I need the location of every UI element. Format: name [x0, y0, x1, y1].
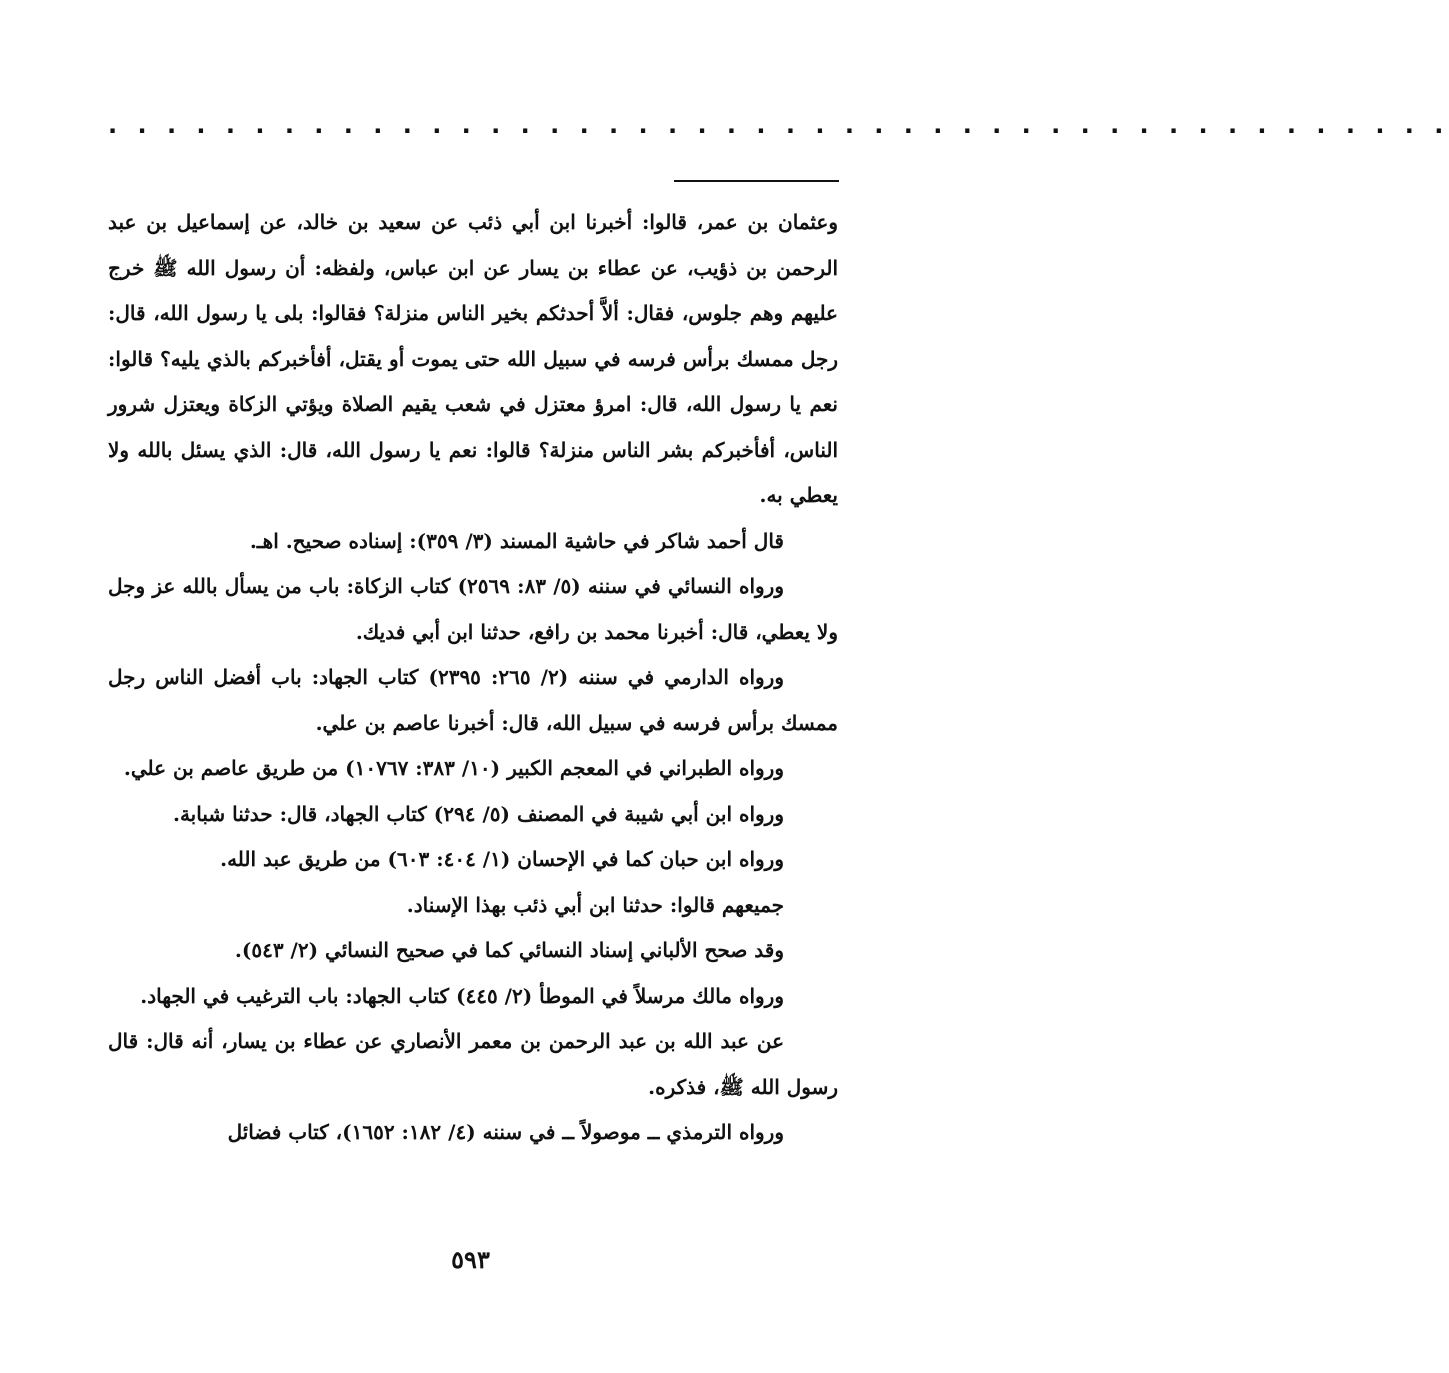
separator-dots: . . . . . . . . . . . . . . . . . . . . . . . . . . . . . . . . . . . . . . . . . . . . . .: [108, 111, 1449, 139]
paragraph: ورواه الطبراني في المعجم الكبير (١٠/ ٣٨٣: ١٠٧٦٧) من طريق عاصم بن علي.: [123, 756, 784, 780]
paragraph: جميعهم قالوا: حدثنا ابن أبي ذئب بهذا الإسناد.: [406, 892, 784, 917]
page-number: ٥٩٣: [451, 1245, 490, 1274]
footnote-rule: [674, 180, 839, 182]
paragraph: وعثمان بن عمر، قالوا: أخبرنا ابن أبي ذئب عن سعيد بن خالد، عن إسماعيل بن عبد الرحمن بن ذؤيب، عن عطاء بن يسار عن ابن عباس، ولفظه: أن رسول الله ﷺ خرج عليهم وهم جلوس، فقال: ألاَّ أحدثكم بخير الناس منزلة؟ فقالوا: بلى يا رسول الله، قال: رجل ممسك برأس فرسه في سبيل الله حتى يموت أو يقتل، أفأخبركم بالذي يليه؟ قالوا: نعم يا رسول الله، قال: امرؤ معتزل في شعب يقيم الصلاة ويؤتي الزكاة ويعتزل شرور الناس، أفأخبركم بشر الناس منزلة؟ قالوا: نعم يا رسول الله، قال: الذي يسئل بالله ولا يعطي به.: [108, 210, 838, 507]
paragraph: عن عبد الله بن عبد الرحمن بن معمر الأنصاري عن عطاء بن يسار، أنه قال: قال رسول الله ﷺ، فذكره.: [108, 1029, 838, 1099]
paragraph: وقد صحح الألباني إسناد النسائي كما في صحيح النسائي (٢/ ٥٤٣).: [234, 938, 784, 962]
paragraph: ورواه الدارمي في سننه (٢/ ٢٦٥: ٢٣٩٥) كتاب الجهاد: باب أفضل الناس رجل ممسك برأس فرسه في سبيل الله، قال: أخبرنا عاصم بن علي.: [108, 665, 838, 735]
paragraph: ورواه النسائي في سننه (٥/ ٨٣: ٢٥٦٩) كتاب الزكاة: باب من يسأل بالله عز وجل ولا يعطي، قال: أخبرنا محمد بن رافع، حدثنا ابن أبي فديك.: [108, 574, 838, 644]
paragraph: ورواه ابن حبان كما في الإحسان (١/ ٤٠٤: ٦٠٣) من طريق عبد الله.: [220, 847, 784, 871]
paragraph: ورواه الترمذي ــ موصولاً ــ في سننه (٤/ ١٨٢: ١٦٥٢)، كتاب فضائل: [227, 1120, 784, 1144]
paragraph: قال أحمد شاكر في حاشية المسند (٣/ ٣٥٩): إسناده صحيح. اهـ.: [249, 528, 784, 553]
footnote-text: [108, 200, 838, 1156]
paragraph: ورواه مالك مرسلاً في الموطأ (٢/ ٤٤٥) كتاب الجهاد: باب الترغيب في الجهاد.: [140, 983, 784, 1008]
paragraph: ورواه ابن أبي شيبة في المصنف (٥/ ٢٩٤) كتاب الجهاد، قال: حدثنا شبابة.: [173, 801, 784, 826]
